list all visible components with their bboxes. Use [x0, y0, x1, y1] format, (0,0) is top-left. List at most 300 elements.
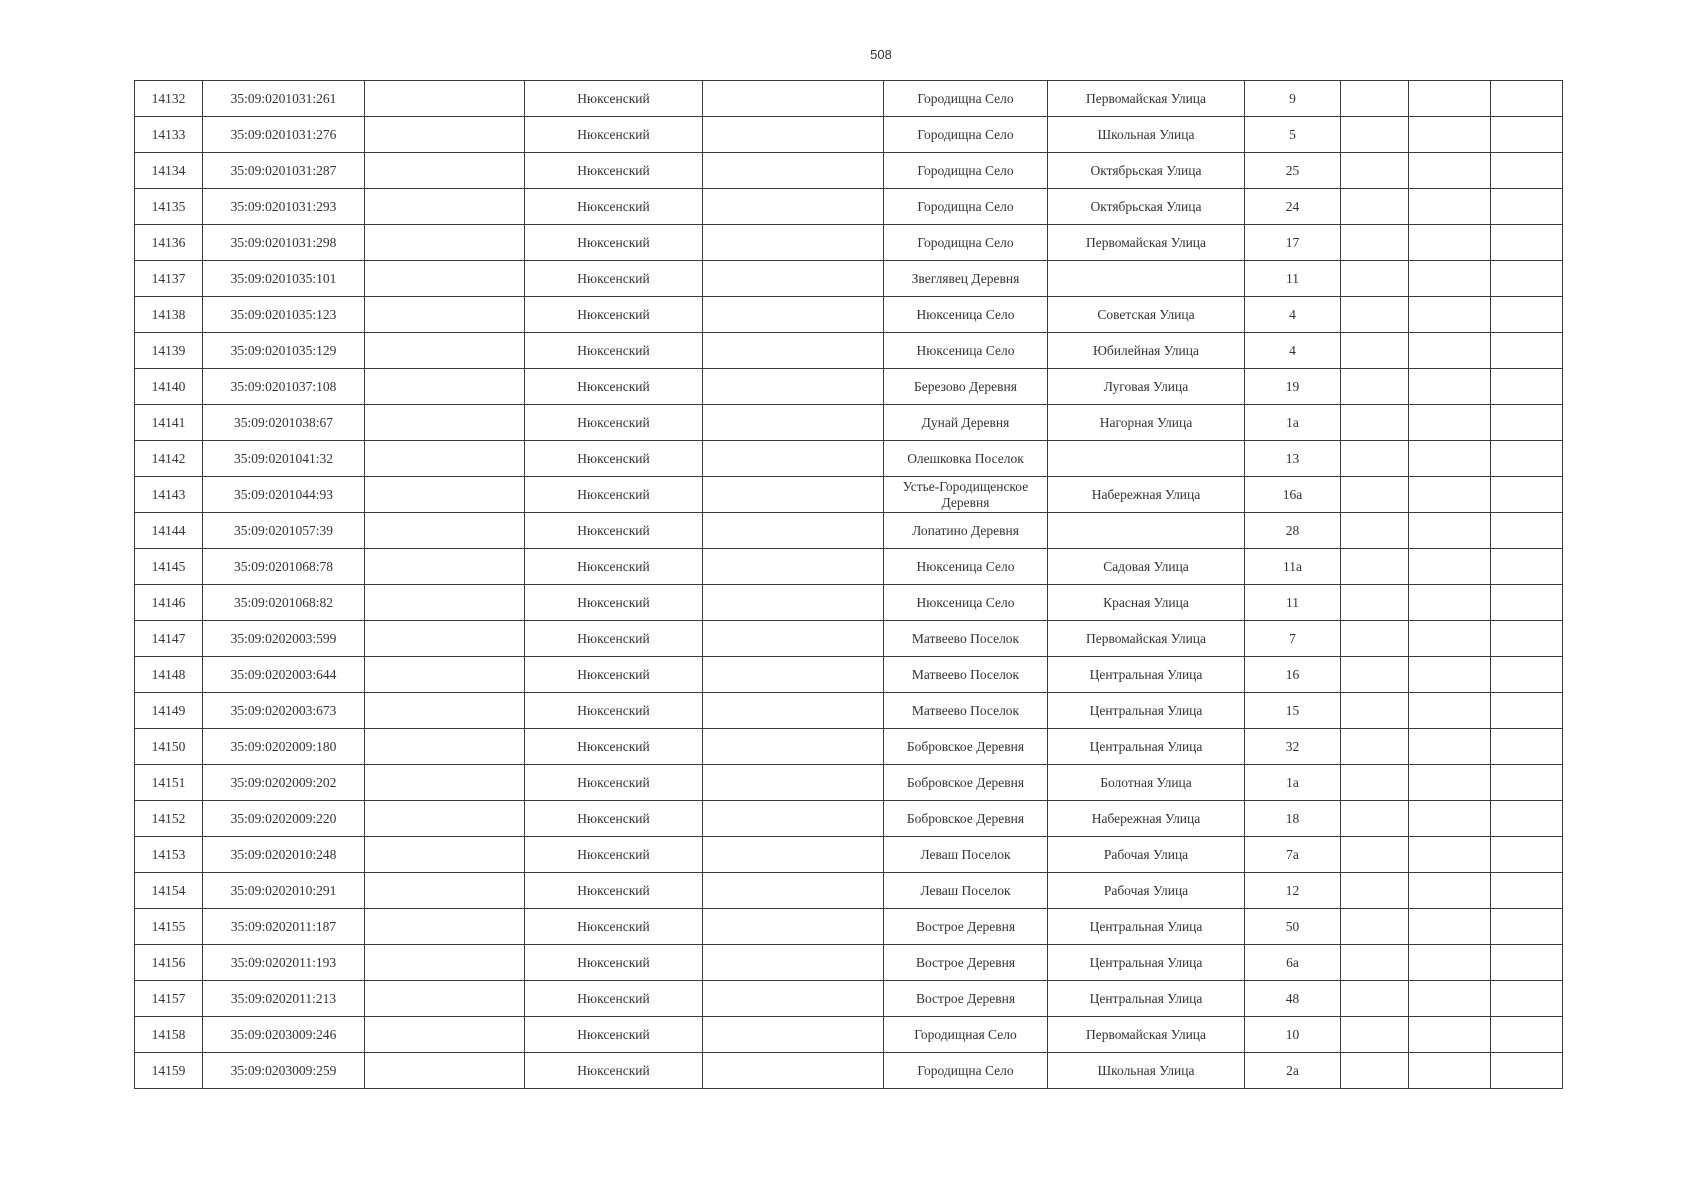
table-row — [135, 153, 1563, 189]
district-cell: Нюксенский — [525, 837, 703, 873]
street-cell: Нагорная Улица — [1048, 405, 1245, 441]
empty-cell-4 — [1409, 369, 1491, 405]
empty-cell-2 — [703, 117, 884, 153]
empty-cell-4 — [1409, 549, 1491, 585]
empty-cell-1 — [365, 873, 525, 909]
record-number-cell: 14152 — [135, 801, 203, 837]
empty-cell-3 — [1341, 225, 1409, 261]
empty-cell-5 — [1491, 765, 1563, 801]
district-cell: Нюксенский — [525, 657, 703, 693]
cadastral-number-cell: 35:09:0201068:82 — [203, 585, 365, 621]
settlement-cell: Городищна Село — [884, 81, 1048, 117]
empty-cell-1 — [365, 945, 525, 981]
empty-cell-5 — [1491, 585, 1563, 621]
empty-cell-2 — [703, 657, 884, 693]
house-number-cell: 25 — [1245, 153, 1341, 189]
empty-cell-2 — [703, 153, 884, 189]
settlement-cell: Городищна Село — [884, 189, 1048, 225]
empty-cell-1 — [365, 981, 525, 1017]
empty-cell-4 — [1409, 477, 1491, 513]
settlement-cell: Вострое Деревня — [884, 981, 1048, 1017]
house-number-cell: 1а — [1245, 405, 1341, 441]
cadastral-number-cell: 35:09:0201031:276 — [203, 117, 365, 153]
street-cell: Центральная Улица — [1048, 909, 1245, 945]
record-number-cell: 14157 — [135, 981, 203, 1017]
empty-cell-2 — [703, 513, 884, 549]
house-number-cell: 32 — [1245, 729, 1341, 765]
street-cell: Первомайская Улица — [1048, 225, 1245, 261]
empty-cell-2 — [703, 945, 884, 981]
empty-cell-5 — [1491, 837, 1563, 873]
empty-cell-4 — [1409, 621, 1491, 657]
settlement-cell: Нюксеница Село — [884, 585, 1048, 621]
house-number-cell: 4 — [1245, 333, 1341, 369]
district-cell: Нюксенский — [525, 621, 703, 657]
table-row — [135, 981, 1563, 1017]
house-number-cell: 24 — [1245, 189, 1341, 225]
table-row — [135, 1053, 1563, 1089]
settlement-cell: Городищная Село — [884, 1017, 1048, 1053]
table-row — [135, 369, 1563, 405]
cadastral-number-cell: 35:09:0202011:187 — [203, 909, 365, 945]
street-cell: Красная Улица — [1048, 585, 1245, 621]
table-row — [135, 909, 1563, 945]
empty-cell-3 — [1341, 153, 1409, 189]
empty-cell-3 — [1341, 621, 1409, 657]
empty-cell-3 — [1341, 441, 1409, 477]
house-number-cell: 6а — [1245, 945, 1341, 981]
street-cell — [1048, 261, 1245, 297]
empty-cell-1 — [365, 909, 525, 945]
empty-cell-5 — [1491, 441, 1563, 477]
empty-cell-5 — [1491, 621, 1563, 657]
empty-cell-1 — [365, 81, 525, 117]
district-cell: Нюксенский — [525, 477, 703, 513]
house-number-cell: 11 — [1245, 585, 1341, 621]
record-number-cell: 14141 — [135, 405, 203, 441]
district-cell: Нюксенский — [525, 945, 703, 981]
house-number-cell: 7 — [1245, 621, 1341, 657]
table-row — [135, 225, 1563, 261]
settlement-cell: Вострое Деревня — [884, 945, 1048, 981]
cadastral-number-cell: 35:09:0202003:673 — [203, 693, 365, 729]
house-number-cell: 9 — [1245, 81, 1341, 117]
house-number-cell: 7а — [1245, 837, 1341, 873]
empty-cell-5 — [1491, 81, 1563, 117]
record-number-cell: 14151 — [135, 765, 203, 801]
empty-cell-5 — [1491, 513, 1563, 549]
settlement-cell: Городищна Село — [884, 225, 1048, 261]
record-number-cell: 14133 — [135, 117, 203, 153]
empty-cell-3 — [1341, 657, 1409, 693]
table-row — [135, 189, 1563, 225]
cadastral-number-cell: 35:09:0201035:123 — [203, 297, 365, 333]
district-cell: Нюксенский — [525, 981, 703, 1017]
empty-cell-2 — [703, 261, 884, 297]
empty-cell-3 — [1341, 801, 1409, 837]
house-number-cell: 11 — [1245, 261, 1341, 297]
cadastral-number-cell: 35:09:0202003:644 — [203, 657, 365, 693]
street-cell: Первомайская Улица — [1048, 621, 1245, 657]
street-cell: Садовая Улица — [1048, 549, 1245, 585]
settlement-cell: Бобровское Деревня — [884, 801, 1048, 837]
empty-cell-2 — [703, 981, 884, 1017]
empty-cell-5 — [1491, 261, 1563, 297]
cadastral-number-cell: 35:09:0201057:39 — [203, 513, 365, 549]
street-cell: Рабочая Улица — [1048, 837, 1245, 873]
cadastral-number-cell: 35:09:0201038:67 — [203, 405, 365, 441]
empty-cell-5 — [1491, 405, 1563, 441]
records-table — [134, 80, 1563, 1089]
house-number-cell: 13 — [1245, 441, 1341, 477]
street-cell: Центральная Улица — [1048, 945, 1245, 981]
street-cell: Советская Улица — [1048, 297, 1245, 333]
empty-cell-1 — [365, 801, 525, 837]
street-cell — [1048, 441, 1245, 477]
record-number-cell: 14144 — [135, 513, 203, 549]
district-cell: Нюксенский — [525, 153, 703, 189]
table-body — [135, 81, 1563, 1089]
district-cell: Нюксенский — [525, 333, 703, 369]
empty-cell-4 — [1409, 693, 1491, 729]
table-row — [135, 1017, 1563, 1053]
district-cell: Нюксенский — [525, 909, 703, 945]
settlement-cell: Нюксеница Село — [884, 549, 1048, 585]
settlement-cell: Устье-Городищенское Деревня — [884, 477, 1048, 513]
record-number-cell: 14147 — [135, 621, 203, 657]
empty-cell-3 — [1341, 513, 1409, 549]
empty-cell-1 — [365, 1017, 525, 1053]
empty-cell-4 — [1409, 909, 1491, 945]
empty-cell-2 — [703, 729, 884, 765]
empty-cell-5 — [1491, 549, 1563, 585]
record-number-cell: 14138 — [135, 297, 203, 333]
table-row — [135, 873, 1563, 909]
empty-cell-3 — [1341, 297, 1409, 333]
settlement-cell: Нюксеница Село — [884, 333, 1048, 369]
empty-cell-3 — [1341, 1053, 1409, 1089]
record-number-cell: 14132 — [135, 81, 203, 117]
empty-cell-2 — [703, 1017, 884, 1053]
house-number-cell: 4 — [1245, 297, 1341, 333]
empty-cell-2 — [703, 333, 884, 369]
empty-cell-1 — [365, 837, 525, 873]
district-cell: Нюксенский — [525, 765, 703, 801]
settlement-cell: Матвеево Поселок — [884, 621, 1048, 657]
empty-cell-5 — [1491, 369, 1563, 405]
empty-cell-4 — [1409, 513, 1491, 549]
empty-cell-4 — [1409, 1053, 1491, 1089]
district-cell: Нюксенский — [525, 729, 703, 765]
empty-cell-4 — [1409, 333, 1491, 369]
cadastral-number-cell: 35:09:0202010:291 — [203, 873, 365, 909]
empty-cell-3 — [1341, 477, 1409, 513]
empty-cell-3 — [1341, 909, 1409, 945]
district-cell: Нюксенский — [525, 225, 703, 261]
house-number-cell: 48 — [1245, 981, 1341, 1017]
empty-cell-4 — [1409, 225, 1491, 261]
district-cell: Нюксенский — [525, 1017, 703, 1053]
empty-cell-5 — [1491, 729, 1563, 765]
record-number-cell: 14148 — [135, 657, 203, 693]
house-number-cell: 1а — [1245, 765, 1341, 801]
settlement-cell: Городищна Село — [884, 1053, 1048, 1089]
cadastral-number-cell: 35:09:0201031:287 — [203, 153, 365, 189]
record-number-cell: 14145 — [135, 549, 203, 585]
empty-cell-4 — [1409, 801, 1491, 837]
empty-cell-1 — [365, 549, 525, 585]
empty-cell-2 — [703, 189, 884, 225]
district-cell: Нюксенский — [525, 261, 703, 297]
empty-cell-1 — [365, 441, 525, 477]
house-number-cell: 16а — [1245, 477, 1341, 513]
empty-cell-2 — [703, 441, 884, 477]
table-row — [135, 441, 1563, 477]
record-number-cell: 14158 — [135, 1017, 203, 1053]
street-cell: Центральная Улица — [1048, 693, 1245, 729]
cadastral-number-cell: 35:09:0202011:193 — [203, 945, 365, 981]
table-row — [135, 405, 1563, 441]
house-number-cell: 28 — [1245, 513, 1341, 549]
record-number-cell: 14143 — [135, 477, 203, 513]
empty-cell-3 — [1341, 693, 1409, 729]
empty-cell-4 — [1409, 189, 1491, 225]
cadastral-number-cell: 35:09:0202009:220 — [203, 801, 365, 837]
street-cell: Октябрьская Улица — [1048, 153, 1245, 189]
empty-cell-2 — [703, 909, 884, 945]
district-cell: Нюксенский — [525, 81, 703, 117]
table-row — [135, 261, 1563, 297]
table-row — [135, 657, 1563, 693]
page-number: 508 — [870, 47, 892, 62]
empty-cell-4 — [1409, 657, 1491, 693]
district-cell: Нюксенский — [525, 189, 703, 225]
empty-cell-5 — [1491, 801, 1563, 837]
table-row — [135, 81, 1563, 117]
empty-cell-4 — [1409, 297, 1491, 333]
table-row — [135, 765, 1563, 801]
empty-cell-5 — [1491, 945, 1563, 981]
house-number-cell: 19 — [1245, 369, 1341, 405]
settlement-cell: Звеглявец Деревня — [884, 261, 1048, 297]
district-cell: Нюксенский — [525, 549, 703, 585]
cadastral-number-cell: 35:09:0202009:180 — [203, 729, 365, 765]
empty-cell-1 — [365, 333, 525, 369]
settlement-cell: Олешковка Поселок — [884, 441, 1048, 477]
empty-cell-3 — [1341, 765, 1409, 801]
district-cell: Нюксенский — [525, 513, 703, 549]
cadastral-number-cell: 35:09:0202010:248 — [203, 837, 365, 873]
street-cell: Центральная Улица — [1048, 981, 1245, 1017]
cadastral-number-cell: 35:09:0201031:293 — [203, 189, 365, 225]
district-cell: Нюксенский — [525, 117, 703, 153]
table-row — [135, 477, 1563, 513]
empty-cell-2 — [703, 477, 884, 513]
empty-cell-1 — [365, 765, 525, 801]
record-number-cell: 14146 — [135, 585, 203, 621]
table-row — [135, 513, 1563, 549]
empty-cell-1 — [365, 513, 525, 549]
empty-cell-1 — [365, 477, 525, 513]
table-row — [135, 297, 1563, 333]
district-cell: Нюксенский — [525, 693, 703, 729]
settlement-cell: Бобровское Деревня — [884, 765, 1048, 801]
cadastral-number-cell: 35:09:0201044:93 — [203, 477, 365, 513]
house-number-cell: 5 — [1245, 117, 1341, 153]
table-row — [135, 945, 1563, 981]
settlement-cell: Березово Деревня — [884, 369, 1048, 405]
cadastral-number-cell: 35:09:0203009:259 — [203, 1053, 365, 1089]
district-cell: Нюксенский — [525, 873, 703, 909]
record-number-cell: 14140 — [135, 369, 203, 405]
settlement-cell: Нюксеница Село — [884, 297, 1048, 333]
empty-cell-1 — [365, 729, 525, 765]
empty-cell-5 — [1491, 153, 1563, 189]
house-number-cell: 16 — [1245, 657, 1341, 693]
district-cell: Нюксенский — [525, 801, 703, 837]
empty-cell-3 — [1341, 729, 1409, 765]
empty-cell-4 — [1409, 261, 1491, 297]
empty-cell-2 — [703, 405, 884, 441]
empty-cell-5 — [1491, 657, 1563, 693]
house-number-cell: 15 — [1245, 693, 1341, 729]
record-number-cell: 14139 — [135, 333, 203, 369]
table-row — [135, 333, 1563, 369]
record-number-cell: 14142 — [135, 441, 203, 477]
house-number-cell: 12 — [1245, 873, 1341, 909]
record-number-cell: 14135 — [135, 189, 203, 225]
empty-cell-2 — [703, 837, 884, 873]
empty-cell-4 — [1409, 873, 1491, 909]
empty-cell-5 — [1491, 333, 1563, 369]
empty-cell-3 — [1341, 405, 1409, 441]
empty-cell-3 — [1341, 1017, 1409, 1053]
street-cell: Центральная Улица — [1048, 729, 1245, 765]
house-number-cell: 50 — [1245, 909, 1341, 945]
street-cell: Набережная Улица — [1048, 477, 1245, 513]
empty-cell-3 — [1341, 81, 1409, 117]
empty-cell-5 — [1491, 477, 1563, 513]
empty-cell-2 — [703, 693, 884, 729]
empty-cell-2 — [703, 369, 884, 405]
record-number-cell: 14154 — [135, 873, 203, 909]
empty-cell-5 — [1491, 909, 1563, 945]
empty-cell-4 — [1409, 153, 1491, 189]
empty-cell-5 — [1491, 873, 1563, 909]
table-row — [135, 621, 1563, 657]
empty-cell-4 — [1409, 837, 1491, 873]
settlement-cell: Городищна Село — [884, 153, 1048, 189]
empty-cell-4 — [1409, 1017, 1491, 1053]
table-row — [135, 729, 1563, 765]
empty-cell-1 — [365, 117, 525, 153]
empty-cell-1 — [365, 369, 525, 405]
district-cell: Нюксенский — [525, 1053, 703, 1089]
empty-cell-1 — [365, 693, 525, 729]
table-row — [135, 837, 1563, 873]
empty-cell-4 — [1409, 81, 1491, 117]
empty-cell-1 — [365, 153, 525, 189]
house-number-cell: 18 — [1245, 801, 1341, 837]
record-number-cell: 14159 — [135, 1053, 203, 1089]
district-cell: Нюксенский — [525, 405, 703, 441]
record-number-cell: 14156 — [135, 945, 203, 981]
empty-cell-4 — [1409, 981, 1491, 1017]
record-number-cell: 14153 — [135, 837, 203, 873]
cadastral-number-cell: 35:09:0202011:213 — [203, 981, 365, 1017]
empty-cell-4 — [1409, 441, 1491, 477]
record-number-cell: 14137 — [135, 261, 203, 297]
empty-cell-3 — [1341, 261, 1409, 297]
empty-cell-1 — [365, 189, 525, 225]
district-cell: Нюксенский — [525, 297, 703, 333]
record-number-cell: 14150 — [135, 729, 203, 765]
empty-cell-5 — [1491, 1053, 1563, 1089]
house-number-cell: 2а — [1245, 1053, 1341, 1089]
house-number-cell: 17 — [1245, 225, 1341, 261]
empty-cell-2 — [703, 81, 884, 117]
empty-cell-4 — [1409, 585, 1491, 621]
empty-cell-2 — [703, 621, 884, 657]
empty-cell-4 — [1409, 765, 1491, 801]
settlement-cell: Вострое Деревня — [884, 909, 1048, 945]
empty-cell-5 — [1491, 693, 1563, 729]
cadastral-number-cell: 35:09:0201031:298 — [203, 225, 365, 261]
house-number-cell: 10 — [1245, 1017, 1341, 1053]
street-cell: Первомайская Улица — [1048, 81, 1245, 117]
street-cell: Юбилейная Улица — [1048, 333, 1245, 369]
empty-cell-2 — [703, 549, 884, 585]
empty-cell-1 — [365, 225, 525, 261]
street-cell: Октябрьская Улица — [1048, 189, 1245, 225]
settlement-cell: Матвеево Поселок — [884, 693, 1048, 729]
empty-cell-2 — [703, 801, 884, 837]
empty-cell-5 — [1491, 225, 1563, 261]
table-row — [135, 585, 1563, 621]
settlement-cell: Леваш Поселок — [884, 837, 1048, 873]
empty-cell-2 — [703, 873, 884, 909]
street-cell: Набережная Улица — [1048, 801, 1245, 837]
settlement-cell: Городищна Село — [884, 117, 1048, 153]
empty-cell-2 — [703, 765, 884, 801]
record-number-cell: 14155 — [135, 909, 203, 945]
settlement-cell: Матвеево Поселок — [884, 657, 1048, 693]
street-cell: Школьная Улица — [1048, 117, 1245, 153]
record-number-cell: 14149 — [135, 693, 203, 729]
empty-cell-4 — [1409, 729, 1491, 765]
cadastral-number-cell: 35:09:0201041:32 — [203, 441, 365, 477]
record-number-cell: 14136 — [135, 225, 203, 261]
empty-cell-3 — [1341, 981, 1409, 1017]
street-cell: Школьная Улица — [1048, 1053, 1245, 1089]
street-cell: Центральная Улица — [1048, 657, 1245, 693]
district-cell: Нюксенский — [525, 441, 703, 477]
empty-cell-1 — [365, 621, 525, 657]
cadastral-number-cell: 35:09:0203009:246 — [203, 1017, 365, 1053]
empty-cell-5 — [1491, 117, 1563, 153]
empty-cell-1 — [365, 405, 525, 441]
empty-cell-3 — [1341, 837, 1409, 873]
cadastral-number-cell: 35:09:0202003:599 — [203, 621, 365, 657]
empty-cell-3 — [1341, 549, 1409, 585]
empty-cell-5 — [1491, 981, 1563, 1017]
empty-cell-5 — [1491, 1017, 1563, 1053]
empty-cell-3 — [1341, 117, 1409, 153]
empty-cell-1 — [365, 1053, 525, 1089]
empty-cell-4 — [1409, 945, 1491, 981]
empty-cell-3 — [1341, 189, 1409, 225]
empty-cell-1 — [365, 585, 525, 621]
